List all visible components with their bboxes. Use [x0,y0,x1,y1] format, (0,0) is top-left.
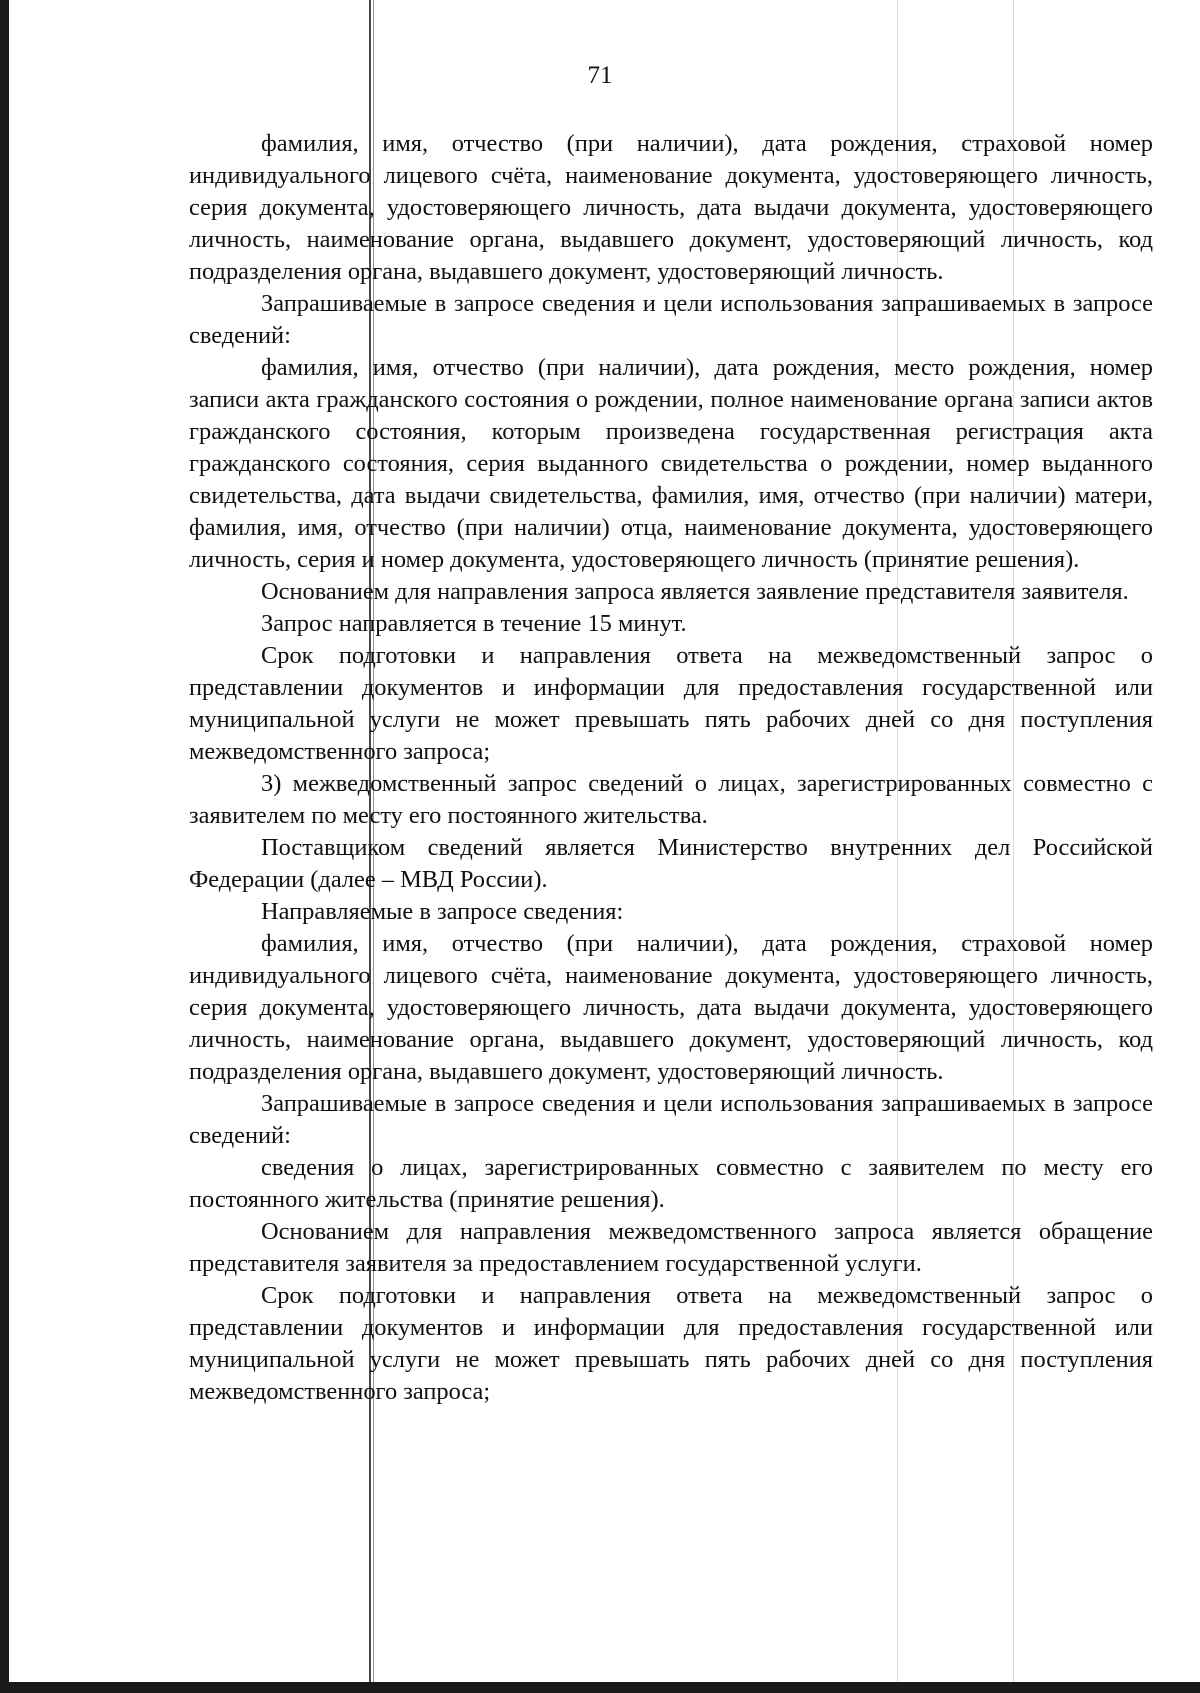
paragraph: фамилия, имя, отчество (при наличии), дата рождения, место рождения, номер записи акта гражданского состояния о рождении, полное наименование органа записи актов гражданского состояния, которым произведена государственная регистрация акта гражданского состояния, серия выданного свидетельства о рождении, номер выданного свидетельства, дата выдачи свидетельства, фамилия, имя, отчество (при наличии) матери, фамилия, имя, отчество (при наличии) отца, наименование документа, удостоверяющего личность, серия и номер документа, удостоверяющего личность (принятие решения). [189,354,1153,573]
document-body [189,128,1153,1408]
paragraph: 3) межведомственный запрос сведений о лицах, зарегистрированных совместно с заявителем по месту его постоянного жительства. [189,770,1153,829]
paragraph: Запрос направляется в течение 15 минут. [261,610,687,637]
paragraph: Запрашиваемые в запросе сведения и цели использования запрашиваемых в запросе сведений: [189,1090,1153,1149]
paragraph: Срок подготовки и направления ответа на межведомственный запрос о представлении документов и информации для предоставления государственной или муниципальной услуги не может превышать пять рабочих дней со дня поступления межведомственного запроса; [189,642,1153,765]
paragraph: фамилия, имя, отчество (при наличии), дата рождения, страховой номер индивидуального лицевого счёта, наименование документа, удостоверяющего личность, серия документа, удостоверяющего личность, дата выдачи документа, удостоверяющего личность, наименование органа, выдавшего документ, удостоверяющий личность, код подразделения органа, выдавшего документ, удостоверяющий личность. [189,130,1153,285]
paragraph: Поставщиком сведений является Министерство внутренних дел Российской Федерации (далее – МВД России). [189,834,1153,893]
paragraph: Запрашиваемые в запросе сведения и цели использования запрашиваемых в запросе сведений: [189,290,1153,349]
paragraph: сведения о лицах, зарегистрированных совместно с заявителем по месту его постоянного жительства (принятие решения). [189,1154,1153,1213]
paragraph: Основанием для направления запроса является заявление представителя заявителя. [261,578,1129,605]
paragraph: фамилия, имя, отчество (при наличии), дата рождения, страховой номер индивидуального лицевого счёта, наименование документа, удостоверяющего личность, серия документа, удостоверяющего личность, дата выдачи документа, удостоверяющего личность, наименование органа, выдавшего документ, удостоверяющий личность, код подразделения органа, выдавшего документ, удостоверяющий личность. [189,930,1153,1085]
paragraph: Срок подготовки и направления ответа на межведомственный запрос о представлении документов и информации для предоставления государственной или муниципальной услуги не может превышать пять рабочих дней со дня поступления межведомственного запроса; [189,1282,1153,1405]
scan-left-edge [0,0,9,1693]
paragraph: Основанием для направления межведомственного запроса является обращение представителя заявителя за предоставлением государственной услуги. [189,1218,1153,1277]
scan-bottom-edge [0,1682,1200,1693]
page-number: 71 [587,62,613,89]
paragraph: Направляемые в запросе сведения: [261,898,624,925]
